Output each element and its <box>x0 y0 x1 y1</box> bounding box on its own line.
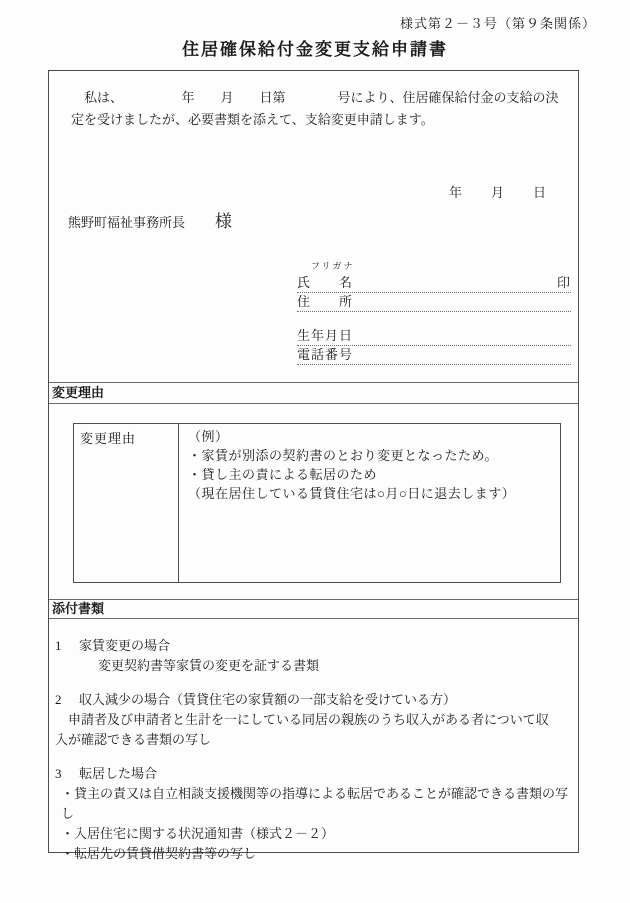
address-field-row <box>297 293 571 312</box>
phone-label: 電話番号 <box>297 347 354 362</box>
intro-paragraph <box>71 87 563 131</box>
attachment-group-title-text: 収入減少の場合（賃貸住宅の家賃額の一部支給を受けている方） <box>79 692 457 707</box>
birthdate-field-row <box>297 326 571 346</box>
attachment-group-number: 3 <box>55 766 62 781</box>
attachments-section <box>49 619 578 861</box>
name-label: 氏 名 <box>297 275 354 290</box>
attachment-line: 変更契約書等家賃の変更を証する書類 <box>98 658 320 673</box>
birthdate-label: 生年月日 <box>297 328 354 343</box>
attachments-section-heading: 添付書類 <box>49 599 578 619</box>
attachment-line: ・転居先の賃貸借契約書等の写し <box>61 846 257 861</box>
reason-section <box>49 404 578 599</box>
intro-line-2: 定を受けましたが、必要書類を添えて、支給変更申請します。 <box>71 112 434 127</box>
intro-line-1: 私は、 年 月 日第 号により、住居確保給付金の支給の決 <box>84 90 559 105</box>
reason-section-heading: 変更理由 <box>49 382 578 404</box>
name-field-row <box>297 273 571 293</box>
attachment-group-2 <box>49 690 578 750</box>
application-form-box <box>48 70 579 861</box>
reason-example-cell <box>179 424 560 582</box>
addressee-name: 熊野町福祉事務所長 <box>68 215 186 230</box>
phone-field-row <box>297 346 571 365</box>
attachment-group-3 <box>49 764 578 864</box>
attachment-group-title <box>49 764 578 784</box>
attachment-line: ・貸主の責又は自立相談支援機関等の指導による転居であることが確認できる書類の写し <box>61 786 569 821</box>
applicant-section <box>49 71 578 382</box>
furigana-label: フリガナ <box>311 261 355 271</box>
reason-example-line: （例） <box>188 429 229 444</box>
seal-label: 印 <box>556 275 571 290</box>
attachment-line: 申請者及び申請者と生計を一にしている同居の親族のうち収入がある者について収 <box>68 712 549 727</box>
attachment-group-title-text: 家賃変更の場合 <box>79 638 171 653</box>
reason-example-line: （現在居住している賃貸住宅は○月○日に退去します） <box>188 486 516 501</box>
attachment-group-1 <box>49 636 578 676</box>
reason-example-line: ・貸し主の責による転居のため <box>188 467 378 482</box>
reason-row-label: 変更理由 <box>74 424 179 582</box>
page-title: 住居確保給付金変更支給申請書 <box>182 40 448 59</box>
addressee-line <box>68 207 232 232</box>
attachment-group-number: 2 <box>55 692 62 707</box>
attachment-group-title-text: 転居した場合 <box>79 766 158 781</box>
application-date-line: 年 月 日 <box>448 185 547 200</box>
form-number: 様式第２－３号（第９条関係） <box>399 16 596 31</box>
address-label: 住 所 <box>297 294 354 309</box>
reason-table <box>73 423 561 583</box>
applicant-fields <box>297 259 571 365</box>
reason-example-line: ・家賃が別添の契約書のとおり変更となったため。 <box>188 448 498 463</box>
attachment-line: 入が確認できる書類の写し <box>55 732 212 747</box>
attachment-group-number: 1 <box>55 638 62 653</box>
attachment-group-title <box>49 636 578 656</box>
field-gap <box>297 312 571 326</box>
attachment-line: ・入居住宅に関する状況通知書（様式２－２） <box>61 826 335 841</box>
addressee-honorific: 様 <box>215 212 233 231</box>
attachment-group-title <box>49 690 578 710</box>
